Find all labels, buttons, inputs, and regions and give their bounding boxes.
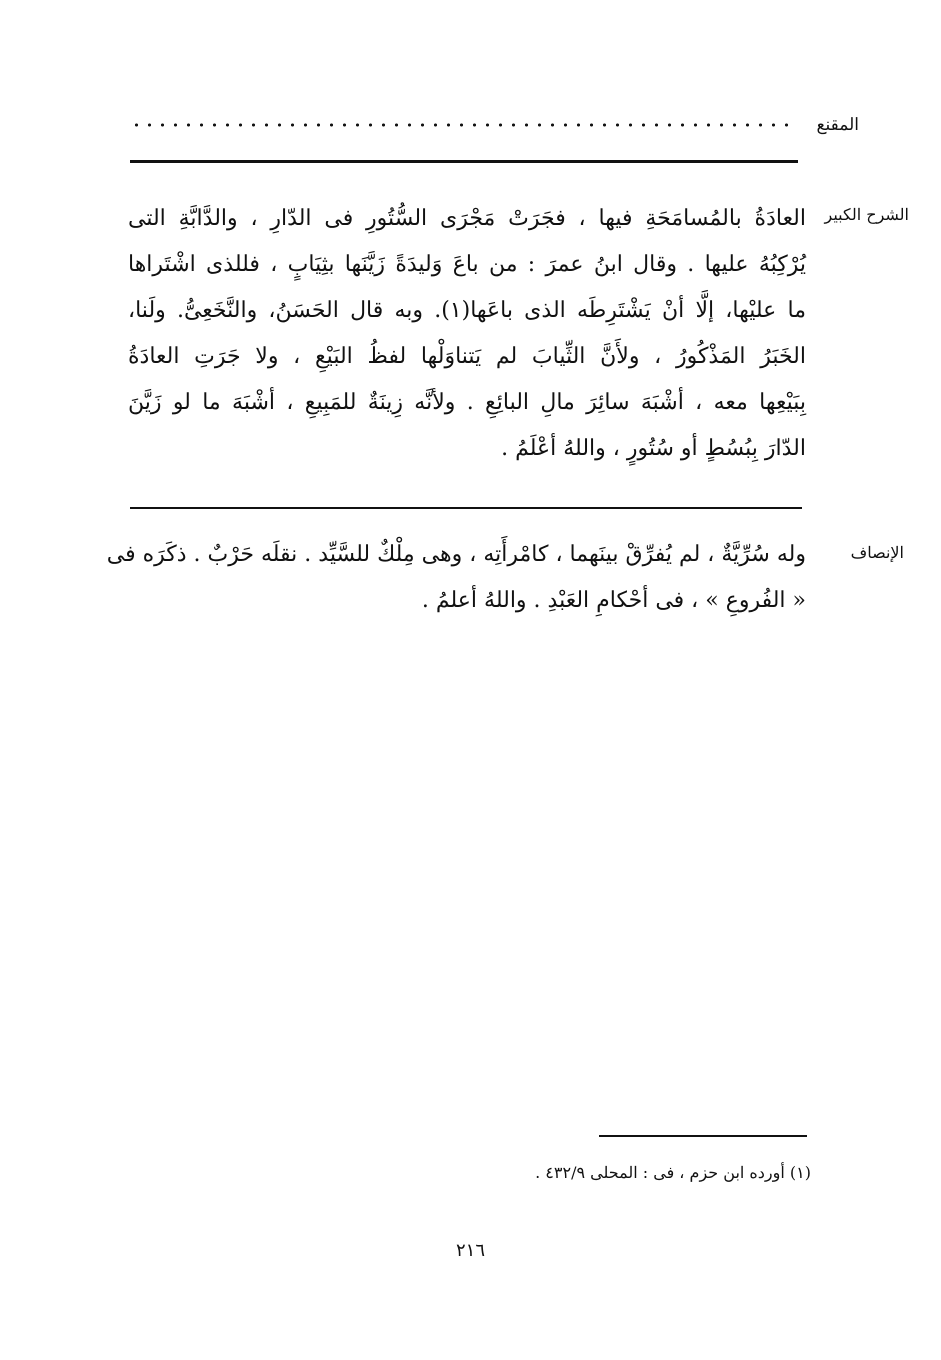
insaf-line: « الفُروعِ » ، فى أحْكامِ العَبْدِ . واللهُ أعلمُ . bbox=[421, 588, 806, 613]
section-label-insaf: الإنصاف bbox=[850, 543, 904, 562]
page-number: ٢١٦ bbox=[455, 1240, 485, 1261]
footnote-rule bbox=[599, 1135, 807, 1137]
sharh-line: الخَبَرُ المَذْكُورُ ، ولأَنَّ الثِّيابَ لم يَتناوَلْها لفظُ البَيْعِ ، ولا جَرَتِ العادَةُ bbox=[128, 344, 806, 369]
footnote: (١) أورده ابن حزم ، فى : المحلى ٤٣٢/٩ . bbox=[535, 1163, 811, 1182]
insaf-line: وله سُرِّيَّةٌ ، لم يُفرِّقْ بينَهما ، كامْرأَتِه ، وهى مِلْكٌ للسَّيِّد . نقلَه حَرْبٌ . ذكَرَه فى bbox=[106, 542, 806, 567]
sharh-line: العادَةُ بالمُسامَحَةِ فيها ، فجَرَتْ مَجْرَى السُّتُورِ فى الدّارِ ، والدَّابَّةِ التى bbox=[128, 206, 806, 231]
sharh-line: بِبَيْعِها معه ، أشْبَهَ سائِرَ مالِ البائِعِ . ولأنَّه زِينَةٌ للمَبِيعِ ، أشْبَهَ ما لو زَيَّنَ bbox=[128, 390, 806, 415]
section-divider bbox=[130, 507, 802, 509]
insaf-text-block bbox=[106, 532, 806, 624]
sharh-line: ما عليْها، إلَّا أنْ يَشْتَرِطَه الذى باعَها(١). وبه قال الحَسَنُ، والنَّخَعِىُّ. ولَنا، bbox=[128, 298, 806, 323]
header-rule bbox=[130, 160, 798, 163]
running-title: المقنع bbox=[816, 115, 859, 135]
sharh-line: يُرْكِبُهُ عليها . وقال ابنُ عمرَ : من باعَ وَليدَةً زَيَّنَها بثِيَابٍ ، فللذى اشْتَراها bbox=[128, 252, 806, 277]
sharh-line: الدّارَ بِبُسُطٍ أو سُتُورٍ ، واللهُ أعْلَمُ . bbox=[501, 436, 806, 461]
section-label-sharh: الشرح الكبير bbox=[824, 205, 909, 224]
sharh-text-block bbox=[128, 196, 806, 472]
header-dotted-leader bbox=[130, 118, 795, 132]
